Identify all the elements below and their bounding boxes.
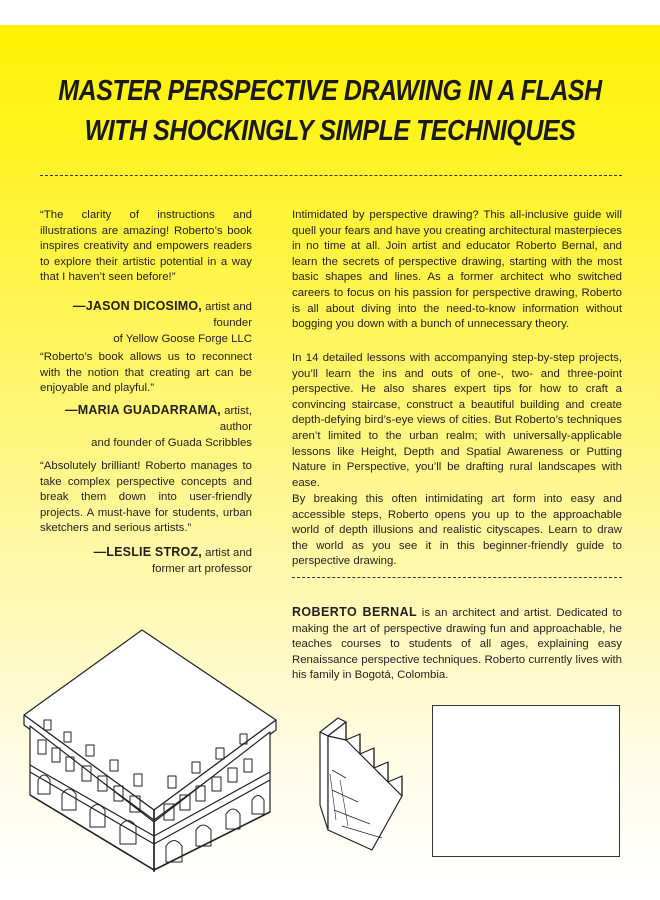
bio-divider (292, 577, 622, 578)
description-paragraph: By breaking this often intimidating art form into easy and accessible steps, Roberto opens you up to the approachable world of depth illusions and realistic cityscapes. Learn to draw the world as you see it in this beginner-friendly guide to perspective drawing. (292, 493, 622, 568)
testimonial-attribution (40, 298, 252, 347)
testimonial-attribution (40, 544, 252, 577)
testimonial-role: artist and founder (205, 301, 252, 329)
testimonial-role: artist, author (219, 405, 252, 433)
staircase-sketch (312, 710, 417, 870)
testimonial-author: —MARIA GUADARRAMA, (65, 403, 221, 417)
testimonial-attribution (40, 402, 252, 451)
testimonial-quote: “Roberto’s book allows us to reconnect with the notion that creating art can be enjoyable and playful.” (40, 351, 252, 395)
description-paragraph: Intimidated by perspective drawing? This all-inclusive guide will quell your fears and have you creating architectural masterpieces in no time at all. Join artist and educator Roberto Bernal, and learn the secrets of perspective drawing, starting with the most basic shapes and lines. As a former architect who switched careers to focus on his passion for perspective drawing, Roberto is all about diving into the need-to-know information without bogging you down with a bunch of unnecessary theory. (292, 209, 622, 331)
blank-box (432, 705, 620, 857)
author-bio-text: is an architect and artist. Dedicated to making the art of perspective drawing fun and approachable, he teaches courses to students of all ages, explaining easy Renaissance perspective techniques. Roberto currently lives with his family in Bogotá, Colombia. (292, 607, 622, 682)
testimonial-author: —LESLIE STROZ, (93, 545, 202, 559)
testimonial-role-2: and founder of Guada Scribbles (91, 437, 252, 449)
headline-line-2: WITH SHOCKINGLY SIMPLE TECHNIQUES (84, 115, 576, 147)
back-cover (0, 25, 660, 875)
author-bio (292, 605, 622, 684)
testimonial-author: —JASON DICOSIMO, (73, 299, 202, 313)
testimonial-quote: “Absolutely brilliant! Roberto manages to take complex perspective concepts and break them down into user-friendly projects. A must-have for students, urban sketchers and serious artists.” (40, 460, 252, 535)
testimonial-role: artist and (205, 547, 252, 559)
top-divider (40, 175, 622, 176)
author-name: ROBERTO BERNAL (292, 605, 418, 619)
testimonial-role-2: of Yellow Goose Forge LLC (113, 333, 252, 345)
testimonial-role-2: former art professor (151, 563, 252, 575)
testimonial-quote: “The clarity of instructions and illustrations are amazing! Roberto’s book inspires creativity and empowers readers to explore their artistic potential in a way that I haven’t seen before!” (40, 209, 252, 284)
building-sketch (14, 600, 284, 875)
description-paragraph: In 14 detailed lessons with accompanying step-by-step projects, you’ll learn the ins and outs of one-, two- and three-point perspective. He also shares expert tips for how to craft a convincing staircase, construct a beautiful building and create depth-defying bird’s-eye views of cities. But Roberto’s techniques aren’t limited to the urban realm; with universally-applicable lessons like Height, Depth and Spatial Awareness or Putting Nature in Perspective, you’ll be drafting rural landscapes with ease. (292, 352, 622, 489)
headline-line-1: MASTER PERSPECTIVE DRAWING IN A FLASH (58, 75, 602, 107)
